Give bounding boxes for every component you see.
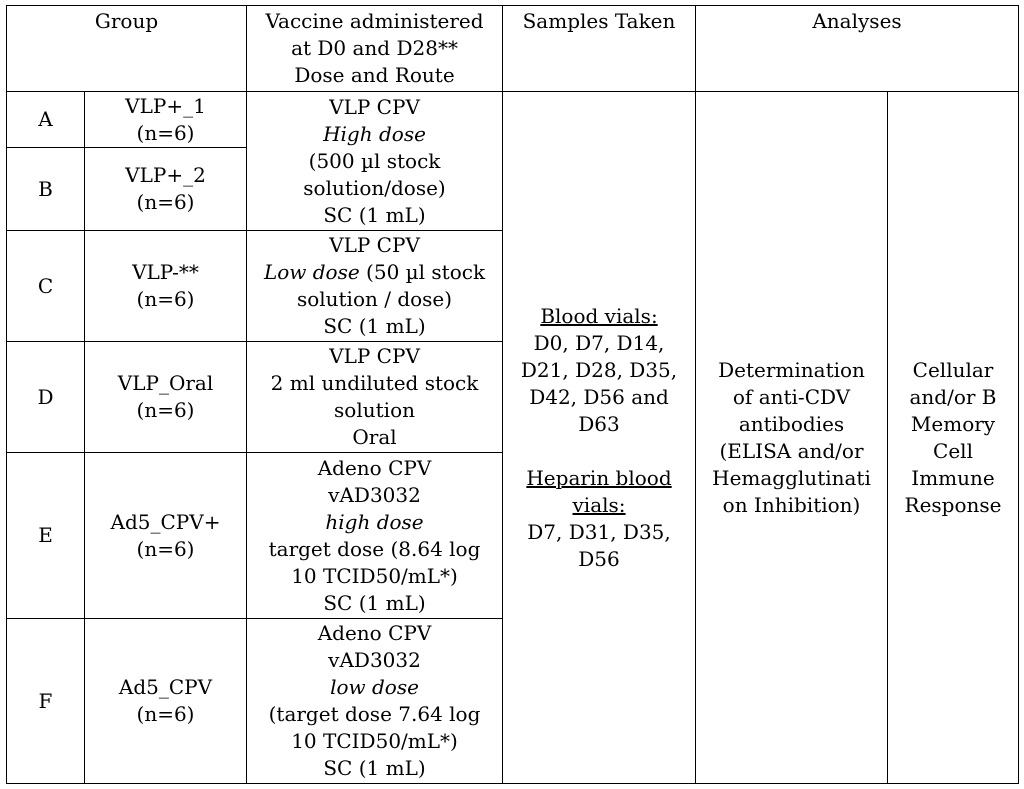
group-n: (n=6)	[136, 536, 195, 561]
group-name: VLP+_1	[125, 93, 206, 118]
header-vaccine-line: Vaccine administered	[265, 9, 484, 33]
group-name-cell	[85, 453, 247, 619]
vaccine-line: (target dose 7.64 log	[268, 702, 481, 726]
table-row	[7, 92, 1019, 148]
group-n: (n=6)	[136, 190, 195, 214]
analysis-line: of anti-CDV	[732, 384, 851, 409]
vaccine-dose-detail: (50 µl stock	[359, 260, 486, 284]
group-name-cell	[85, 619, 247, 784]
vaccine-line: 10 TCID50/mL*)	[291, 729, 458, 753]
blood-vials-title: Blood vials:	[540, 303, 658, 328]
vaccine-dose-level: High dose	[323, 121, 426, 146]
vaccine-line: vAD3032	[328, 482, 421, 507]
vaccine-route: SC (1 mL)	[323, 590, 426, 615]
heparin-vials-title: Heparin blood	[526, 465, 672, 490]
study-design-table	[6, 5, 1019, 784]
group-letter: C	[7, 231, 85, 342]
vaccine-route: SC (1 mL)	[323, 202, 426, 227]
header-group	[7, 6, 247, 92]
analysis-line: and/or B	[909, 384, 997, 409]
vaccine-line: 2 ml undiluted stock	[270, 371, 479, 395]
group-letter: E	[7, 453, 85, 619]
group-letter: A	[7, 92, 85, 148]
header-analyses-label: Analyses	[812, 9, 902, 33]
header-samples	[503, 6, 696, 92]
header-samples-label: Samples Taken	[522, 9, 676, 33]
vaccine-line: target dose (8.64 log	[268, 536, 481, 561]
vaccine-line: VLP CPV	[329, 233, 420, 257]
blood-vials-days: D63	[578, 411, 620, 436]
group-n: (n=6)	[136, 398, 195, 422]
vaccine-dose-level: high dose	[325, 509, 424, 534]
vaccine-line: VLP CPV	[329, 94, 420, 119]
vaccine-line	[251, 259, 498, 286]
group-name-cell	[85, 342, 247, 453]
analysis-line: Cellular	[912, 357, 994, 382]
blood-vials-days: D42, D56 and	[529, 384, 669, 409]
vaccine-line: Adeno CPV	[317, 621, 432, 645]
vaccine-cell-d	[247, 342, 503, 453]
group-name: VLP_Oral	[117, 371, 214, 395]
analysis-line: antibodies	[738, 411, 845, 436]
vaccine-line: solution	[334, 398, 415, 422]
vaccine-line: VLP CPV	[329, 344, 420, 368]
vaccine-route: SC (1 mL)	[323, 756, 426, 780]
analysis-line: on Inhibition)	[722, 492, 861, 517]
heparin-vials-days: D56	[578, 546, 620, 571]
analysis-line: Hemagglutinati	[712, 465, 871, 490]
header-vaccine	[247, 6, 503, 92]
vaccine-line: Adeno CPV	[317, 455, 432, 480]
header-row	[7, 6, 1019, 92]
analysis-line: Immune	[911, 465, 995, 490]
group-name: VLP+_2	[125, 163, 206, 187]
vaccine-line: vAD3032	[328, 648, 421, 672]
vaccine-line: (500 µl stock	[308, 148, 441, 173]
vaccine-line: solution / dose)	[296, 287, 453, 311]
vaccine-line: 10 TCID50/mL*)	[291, 563, 458, 588]
vaccine-route: Oral	[352, 425, 397, 449]
group-letter: B	[7, 148, 85, 231]
group-name: Ad5_CPV+	[110, 509, 221, 534]
vaccine-cell-ab	[247, 92, 503, 231]
heparin-vials-days: D7, D31, D35,	[527, 519, 671, 544]
analysis-line: Determination	[718, 357, 865, 382]
vaccine-line: solution/dose)	[303, 175, 446, 200]
blood-vials-days: D0, D7, D14,	[533, 330, 665, 355]
analysis-line: (ELISA and/or	[719, 438, 864, 463]
analysis-cellular-cell	[888, 92, 1019, 784]
header-vaccine-line: at D0 and D28**	[291, 36, 458, 60]
vaccine-route: SC (1 mL)	[323, 314, 426, 338]
heparin-vials-title: vials:	[572, 492, 626, 517]
group-name-cell	[85, 231, 247, 342]
group-n: (n=6)	[136, 287, 195, 311]
samples-cell	[503, 92, 696, 784]
header-group-label: Group	[94, 9, 159, 33]
vaccine-cell-f	[247, 619, 503, 784]
group-name: VLP-**	[132, 260, 199, 284]
spacer	[507, 438, 691, 465]
group-letter: D	[7, 342, 85, 453]
analysis-antibody-cell	[696, 92, 888, 784]
header-vaccine-line: Dose and Route	[294, 63, 455, 87]
vaccine-dose-level: Low dose	[263, 260, 360, 284]
analysis-line: Memory	[910, 411, 996, 436]
header-analyses	[696, 6, 1019, 92]
group-name-cell	[85, 92, 247, 148]
vaccine-cell-e	[247, 453, 503, 619]
vaccine-dose-level: low dose	[330, 675, 419, 699]
blood-vials-days: D21, D28, D35,	[520, 357, 678, 382]
group-n: (n=6)	[136, 702, 195, 726]
analysis-line: Cell	[933, 438, 973, 463]
group-name: Ad5_CPV	[118, 675, 213, 699]
vaccine-cell-c	[247, 231, 503, 342]
group-n: (n=6)	[136, 120, 195, 145]
group-letter: F	[7, 619, 85, 784]
analysis-line: Response	[904, 492, 1002, 517]
group-name-cell	[85, 148, 247, 231]
